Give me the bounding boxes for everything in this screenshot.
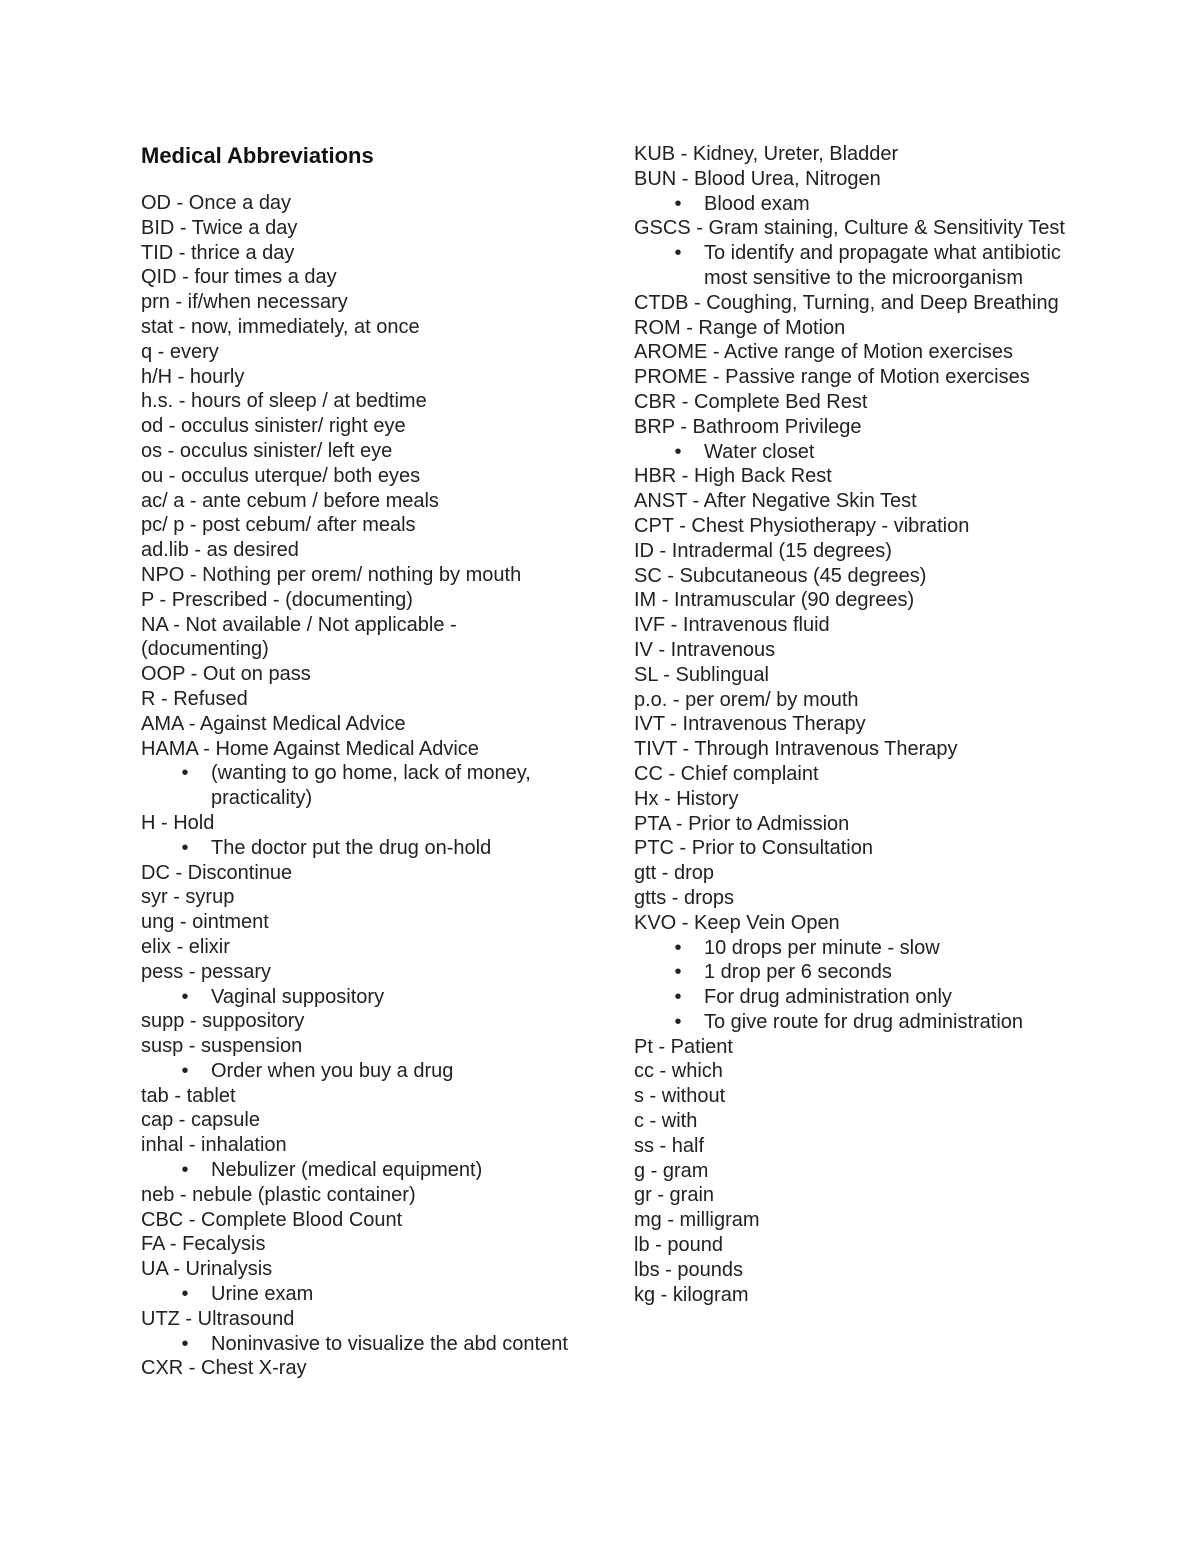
left-column <box>141 142 586 1381</box>
abbreviation-entry: BID - Twice a day <box>141 216 298 239</box>
abbreviation-entry: NA - Not available / Not applicable - (documenting) <box>141 613 457 661</box>
abbreviation-entry: c - with <box>634 1110 698 1133</box>
abbreviation-entry: DC - Discontinue <box>141 861 293 884</box>
bullet-text: To give route for drug administration <box>704 1010 1024 1033</box>
abbreviation-entry: ad.lib - as desired <box>141 539 299 562</box>
bullet-icon: • <box>181 762 189 785</box>
bullet-icon: • <box>181 985 189 1008</box>
abbreviation-entry: PTA - Prior to Admission <box>634 812 850 835</box>
abbreviation-entry: FA - Fecalysis <box>141 1233 266 1256</box>
bullet-icon: • <box>181 836 189 859</box>
abbreviation-entry: pess - pessary <box>141 960 272 983</box>
bullet-note <box>634 985 1074 1010</box>
abbreviation-entry: TID - thrice a day <box>141 241 295 264</box>
abbreviation-entry: ou - occulus uterque/ both eyes <box>141 464 421 487</box>
abbreviation-entry: kg - kilogram <box>634 1283 749 1306</box>
abbreviation-entry: R - Refused <box>141 687 248 710</box>
bullet-icon: • <box>674 961 682 984</box>
abbreviation-entry: SL - Sublingual <box>634 663 769 686</box>
abbreviation-entry: H - Hold <box>141 811 215 834</box>
abbreviation-entry: q - every <box>141 340 219 363</box>
abbreviation-entry: gtts - drops <box>634 886 735 909</box>
abbreviation-entry: QID - four times a day <box>141 266 337 289</box>
bullet-note <box>141 1282 586 1307</box>
abbreviation-entry: ac/ a - ante cebum / before meals <box>141 489 439 512</box>
bullet-text: (wanting to go home, lack of money, practicality) <box>211 762 531 810</box>
bullet-note <box>634 1010 1074 1035</box>
bullet-text: Nebulizer (medical equipment) <box>211 1159 483 1182</box>
bullet-icon: • <box>181 1059 189 1082</box>
abbreviation-entry: Pt - Patient <box>634 1035 733 1058</box>
bullet-text: Order when you buy a drug <box>211 1059 454 1082</box>
abbreviation-entry: IV - Intravenous <box>634 638 776 661</box>
abbreviation-entry: tab - tablet <box>141 1084 236 1107</box>
abbreviation-list-right <box>634 142 1074 1307</box>
abbreviation-entry: inhal - inhalation <box>141 1134 287 1157</box>
bullet-icon: • <box>674 192 682 215</box>
bullet-note <box>634 960 1074 985</box>
bullet-text: 1 drop per 6 seconds <box>704 961 892 984</box>
bullet-text: Water closet <box>704 440 815 463</box>
abbreviation-entry: CXR - Chest X-ray <box>141 1357 307 1380</box>
abbreviation-entry: UTZ - Ultrasound <box>141 1307 295 1330</box>
bullet-icon: • <box>674 242 682 265</box>
bullet-text: Vaginal suppository <box>211 985 385 1008</box>
abbreviation-entry: BRP - Bathroom Privilege <box>634 415 862 438</box>
abbreviation-entry: HAMA - Home Against Medical Advice <box>141 737 479 760</box>
bullet-icon: • <box>674 440 682 463</box>
abbreviation-entry: PTC - Prior to Consultation <box>634 837 873 860</box>
bullet-text: Urine exam <box>211 1283 314 1306</box>
abbreviation-entry: ROM - Range of Motion <box>634 316 846 339</box>
abbreviation-entry: OD - Once a day <box>141 192 292 214</box>
abbreviation-entry: os - occulus sinister/ left eye <box>141 439 393 462</box>
abbreviation-entry: s - without <box>634 1085 726 1108</box>
abbreviation-entry: IM - Intramuscular (90 degrees) <box>634 589 915 612</box>
abbreviation-entry: cap - capsule <box>141 1109 260 1132</box>
bullet-note <box>141 836 586 861</box>
bullet-text: Noninvasive to visualize the abd content <box>211 1332 568 1355</box>
abbreviation-entry: ID - Intradermal (15 degrees) <box>634 539 892 562</box>
bullet-note <box>634 241 1074 291</box>
bullet-text: For drug administration only <box>704 986 952 1009</box>
bullet-text: Blood exam <box>704 192 810 215</box>
abbreviation-entry: lbs - pounds <box>634 1258 743 1281</box>
bullet-icon: • <box>674 986 682 1009</box>
abbreviation-entry: mg - milligram <box>634 1209 760 1232</box>
abbreviation-entry: h.s. - hours of sleep / at bedtime <box>141 390 427 413</box>
bullet-text: 10 drops per minute - slow <box>704 936 940 959</box>
abbreviation-entry: od - occulus sinister/ right eye <box>141 415 406 438</box>
abbreviation-entry: P - Prescribed - (documenting) <box>141 588 413 611</box>
bullet-note <box>634 192 1074 217</box>
abbreviation-entry: neb - nebule (plastic container) <box>141 1183 416 1206</box>
abbreviation-entry: CBR - Complete Bed Rest <box>634 390 868 413</box>
bullet-note <box>634 440 1074 465</box>
abbreviation-list-left <box>141 191 586 1381</box>
bullet-icon: • <box>181 1159 189 1182</box>
abbreviation-entry: HBR - High Back Rest <box>634 465 832 488</box>
bullet-note <box>634 936 1074 961</box>
abbreviation-entry: GSCS - Gram staining, Culture & Sensitivity Test <box>634 217 1065 240</box>
abbreviation-entry: SC - Subcutaneous (45 degrees) <box>634 564 927 587</box>
abbreviation-entry: CC - Chief complaint <box>634 762 819 785</box>
abbreviation-entry: ss - half <box>634 1134 705 1157</box>
abbreviation-entry: prn - if/when necessary <box>141 291 348 314</box>
abbreviation-entry: NPO - Nothing per orem/ nothing by mouth <box>141 563 522 586</box>
abbreviation-entry: p.o. - per orem/ by mouth <box>634 688 859 711</box>
right-column <box>634 142 1074 1307</box>
abbreviation-entry: AMA - Against Medical Advice <box>141 712 406 735</box>
abbreviation-entry: IVF - Intravenous fluid <box>634 614 830 637</box>
page-title: Medical Abbreviations <box>141 143 374 168</box>
abbreviation-entry: OOP - Out on pass <box>141 663 311 686</box>
bullet-icon: • <box>674 1010 682 1033</box>
abbreviation-entry: AROME - Active range of Motion exercises <box>634 341 1014 364</box>
abbreviation-entry: PROME - Passive range of Motion exercises <box>634 366 1030 389</box>
bullet-text: To identify and propagate what antibiotic most sensitive to the microorganism <box>704 242 1061 289</box>
abbreviation-entry: gtt - drop <box>634 862 715 885</box>
abbreviation-entry: syr - syrup <box>141 886 235 909</box>
bullet-icon: • <box>181 1332 189 1355</box>
bullet-note <box>141 761 586 811</box>
abbreviation-entry: susp - suspension <box>141 1035 303 1058</box>
abbreviation-entry: KVO - Keep Vein Open <box>634 911 840 934</box>
abbreviation-entry: pc/ p - post cebum/ after meals <box>141 514 416 537</box>
bullet-note <box>141 1332 586 1357</box>
abbreviation-entry: IVT - Intravenous Therapy <box>634 713 866 736</box>
abbreviation-entry: UA - Urinalysis <box>141 1258 273 1281</box>
abbreviation-entry: gr - grain <box>634 1184 715 1207</box>
abbreviation-entry: elix - elixir <box>141 935 230 958</box>
bullet-icon: • <box>674 936 682 959</box>
bullet-note <box>141 1158 586 1183</box>
abbreviation-entry: CTDB - Coughing, Turning, and Deep Breathing <box>634 291 1059 314</box>
abbreviation-entry: ung - ointment <box>141 911 269 934</box>
abbreviation-entry: h/H - hourly <box>141 365 245 388</box>
abbreviation-entry: KUB - Kidney, Ureter, Bladder <box>634 143 899 165</box>
bullet-text: The doctor put the drug on-hold <box>211 836 492 859</box>
abbreviation-entry: CPT - Chest Physiotherapy - vibration <box>634 514 970 537</box>
abbreviation-entry: BUN - Blood Urea, Nitrogen <box>634 167 881 190</box>
abbreviation-entry: CBC - Complete Blood Count <box>141 1208 403 1231</box>
abbreviation-entry: ANST - After Negative Skin Test <box>634 490 917 513</box>
abbreviation-entry: Hx - History <box>634 787 739 810</box>
abbreviation-entry: supp - suppository <box>141 1010 305 1033</box>
abbreviation-entry: lb - pound <box>634 1234 723 1257</box>
abbreviation-entry: cc - which <box>634 1060 723 1083</box>
bullet-note <box>141 1059 586 1084</box>
abbreviation-entry: g - gram <box>634 1159 709 1182</box>
abbreviation-entry: TIVT - Through Intravenous Therapy <box>634 738 958 761</box>
bullet-icon: • <box>181 1283 189 1306</box>
bullet-note <box>141 985 586 1010</box>
abbreviation-entry: stat - now, immediately, at once <box>141 315 420 338</box>
